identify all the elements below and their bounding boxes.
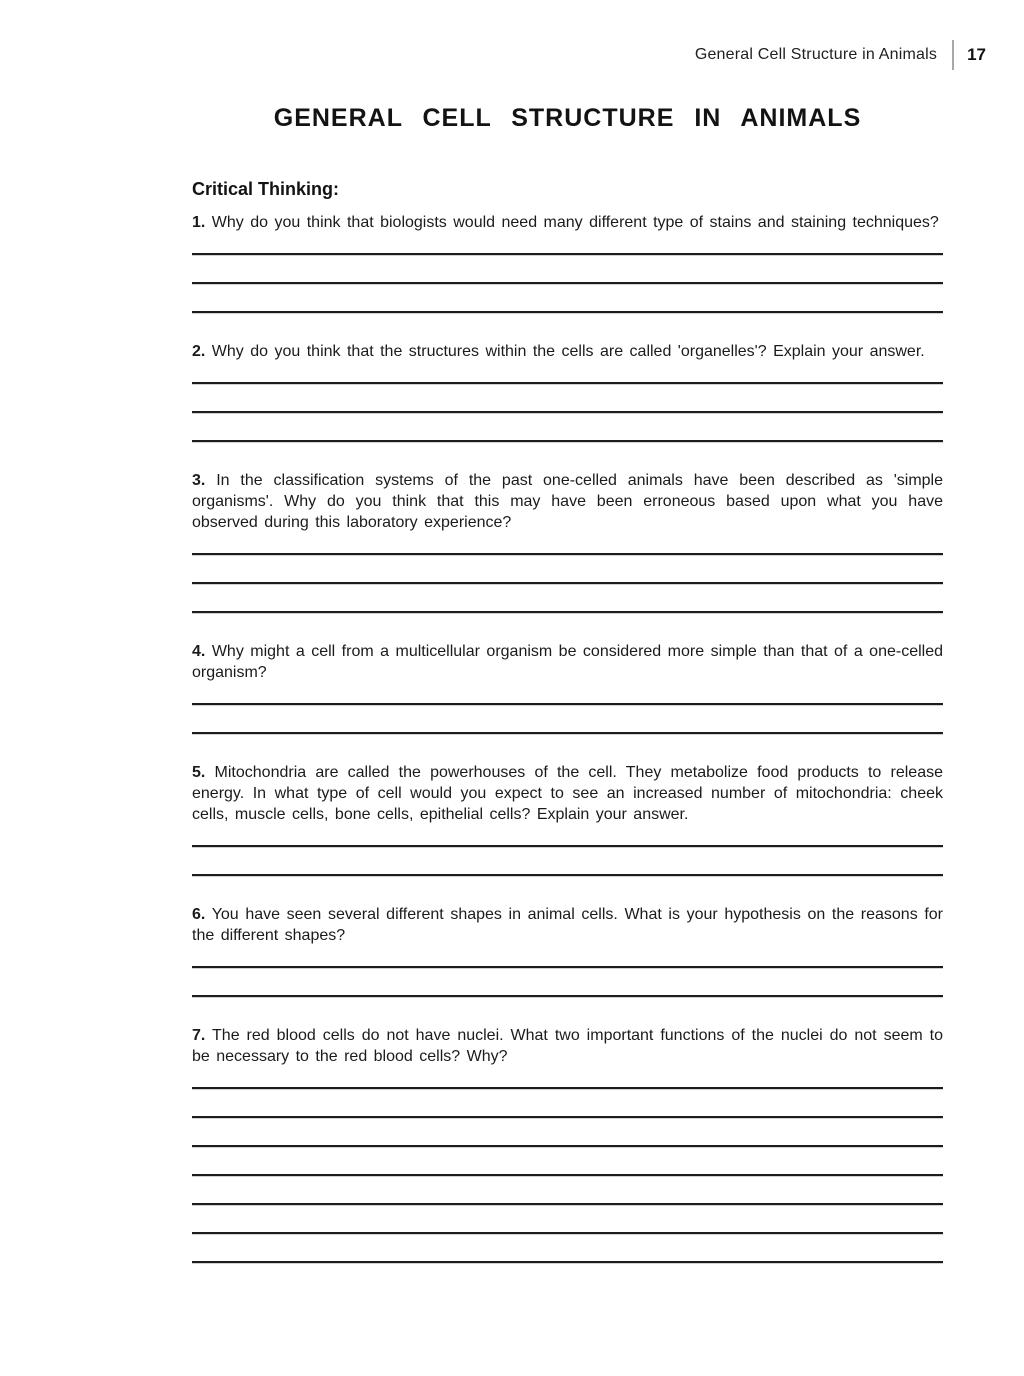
answer-line: [192, 946, 943, 968]
question-paragraph: [192, 470, 943, 533]
question-text: Why do you think that the structures within the cells are called 'organelles'? Explain your answer.: [211, 343, 925, 360]
page-title: GENERAL CELL STRUCTURE IN ANIMALS: [273, 104, 862, 132]
question-block: [192, 341, 943, 442]
answer-line: [192, 533, 943, 555]
answer-line: [192, 362, 943, 384]
question-paragraph: [192, 1025, 943, 1067]
question-paragraph: [192, 341, 943, 362]
question-text: In the classification systems of the past one-celled animals have been described as 'simple organisms'. Why do you think that this may have been erroneous based upon what you have observed during this laboratory experience?: [192, 472, 944, 531]
answer-line: [192, 683, 943, 705]
answer-line: [192, 233, 943, 255]
question-number: 7.: [192, 1027, 206, 1044]
question-number: 5.: [192, 764, 206, 781]
answer-line: [192, 1118, 943, 1147]
answer-line: [192, 384, 943, 413]
answer-line: [192, 284, 943, 313]
question-text: Mitochondria are called the powerhouses of the cell. They metabolize food products to release energy. In what type of cell would you expect to see an increased number of mitochondria: cheek cells, muscle cells, bone cells, epithelial cells? Explain your answer.: [192, 764, 943, 823]
question-number: 6.: [192, 906, 206, 923]
answer-line: [192, 1147, 943, 1176]
answer-line: [192, 555, 943, 584]
questions: [192, 212, 943, 1263]
question-paragraph: [192, 212, 943, 233]
answer-line: [192, 255, 943, 284]
question-text: You have seen several different shapes in animal cells. What is your hypothesis on the reasons for the different shapes?: [192, 906, 943, 944]
answer-lines: [192, 533, 943, 613]
question-block: [192, 470, 943, 613]
answer-line: [192, 584, 943, 613]
answer-lines: [192, 362, 943, 442]
answer-line: [192, 1234, 943, 1263]
section-heading: Critical Thinking:: [192, 179, 340, 199]
answer-lines: [192, 233, 943, 313]
page-number: 17: [967, 45, 986, 64]
answer-lines: [192, 825, 943, 876]
answer-line: [192, 1089, 943, 1118]
question-number: 4.: [192, 643, 206, 660]
answer-line: [192, 705, 943, 734]
question-paragraph: [192, 904, 943, 946]
running-header-title: General Cell Structure in Animals: [694, 46, 938, 63]
answer-lines: [192, 946, 943, 997]
header-divider: [952, 40, 954, 70]
question-block: [192, 904, 943, 997]
question-number: 3.: [192, 472, 206, 489]
page-content: [192, 0, 943, 1263]
answer-lines: [192, 1067, 943, 1263]
question-block: [192, 212, 943, 313]
question-block: [192, 1025, 943, 1263]
answer-line: [192, 1176, 943, 1205]
question-block: [192, 762, 943, 876]
question-text: Why do you think that biologists would need many different type of stains and staining techniques?: [211, 214, 939, 231]
answer-line: [192, 825, 943, 847]
answer-line: [192, 1205, 943, 1234]
answer-line: [192, 1067, 943, 1089]
answer-line: [192, 847, 943, 876]
question-paragraph: [192, 762, 943, 825]
question-paragraph: [192, 641, 943, 683]
answer-lines: [192, 683, 943, 734]
answer-line: [192, 413, 943, 442]
question-text: Why might a cell from a multicellular organism be considered more simple than that of a one-celled organism?: [192, 643, 944, 681]
answer-line: [192, 968, 943, 997]
question-block: [192, 641, 943, 734]
question-number: 1.: [192, 214, 206, 231]
question-number: 2.: [192, 343, 206, 360]
question-text: The red blood cells do not have nuclei. What two important functions of the nuclei do not seem to be necessary to the red blood cells? Why?: [192, 1027, 943, 1065]
